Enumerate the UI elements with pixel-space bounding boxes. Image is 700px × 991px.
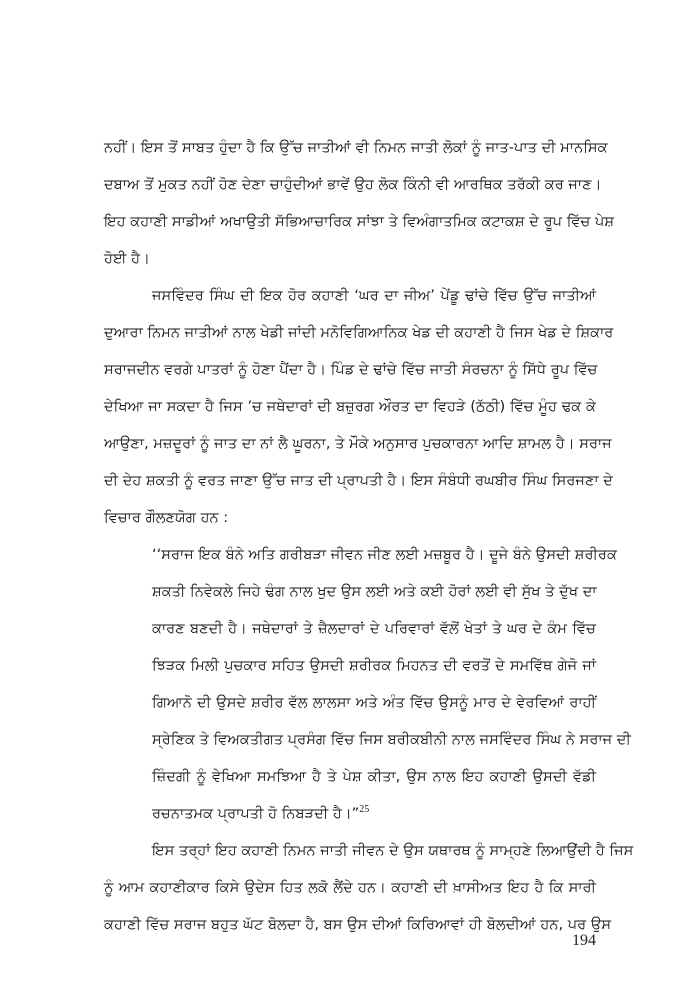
text-line: ਇਹ ਕਹਾਣੀ ਸਾਡੀਆਂ ਅਖਾਉਤੀ ਸੱਭਿਆਚਾਰਿਕ ਸਾਂਝਾ ਤੇ ਵਿਅੰਗਾਤਮਿਕ ਕਟਾਕਸ਼ ਦੇ ਰੂਪ ਵਿੱਚ ਪੇਸ਼ <box>104 213 615 230</box>
text-line: ਸਰਾਜਦੀਨ ਵਰਗੇ ਪਾਤਰਾਂ ਨੂੰ ਹੋਣਾ ਪੈਂਦਾ ਹੈ। ਪਿੰਡ ਦੇ ਢਾਂਚੇ ਵਿੱਚ ਜਾਤੀ ਸੰਰਚਨਾ ਨੂੰ ਸਿੱਧੇ ਰੂਪ ਵਿੱਚ <box>104 361 598 378</box>
quote-line: ‘‘ਸਰਾਜ ਇਕ ਬੰਨੇ ਅਤਿ ਗਰੀਬੜਾ ਜੀਵਨ ਜੀਣ ਲਈ ਮਜ਼ਬੂਰ ਹੈ। ਦੂਜੇ ਬੰਨੇ ਉਸਦੀ ਸ਼ਰੀਰਕ <box>152 546 617 563</box>
paragraph-first-line: ਇਸ ਤਰ੍ਹਾਂ ਇਹ ਕਹਾਣੀ ਨਿਮਨ ਜਾਤੀ ਜੀਵਨ ਦੇ ਉਸ ਯਥਾਰਥ ਨੂੰ ਸਾਮ੍ਹਣੇ ਲਿਆਉਂਦੀ ਹੈ ਜਿਸ <box>152 842 634 859</box>
quote-line-last <box>152 802 596 839</box>
quote-line: ਝਿੜਕ ਮਿਲੀ ਪੁਚਕਾਰ ਸਹਿਤ ਉਸਦੀ ਸ਼ਰੀਰਕ ਮਿਹਨਤ ਦੀ ਵਰਤੋਂ ਦੇ ਸਮਵਿੱਥ ਗੇਜੋ ਜਾਂ <box>152 657 596 674</box>
quote-line: ਗਿਆਨੋ ਦੀ ਉਸਦੇ ਸ਼ਰੀਰ ਵੱਲ ਲਾਲਸਾ ਅਤੇ ਅੰਤ ਵਿੱਚ ਉਸਨੂੰ ਮਾਰ ਦੇ ਵੇਰਵਿਆਂ ਰਾਹੀਂ <box>152 694 596 711</box>
quote-text: ਰਚਨਾਤਮਕ ਪ੍ਰਾਪਤੀ ਹੋ ਨਿਬੜਦੀ ਹੈ।” <box>152 805 360 822</box>
text-line: ਆਉਣਾ, ਮਜ਼ਦੂਰਾਂ ਨੂੰ ਜਾਤ ਦਾ ਨਾਂ ਲੈ ਘੂਰਨਾ, ਤੇ ਮੌਕੇ ਅਨੁਸਾਰ ਪੁਚਕਾਰਨਾ ਆਦਿ ਸ਼ਾਮਲ ਹੈ। ਸਰਾਜ <box>104 435 612 452</box>
text-line: ਕਹਾਣੀ ਵਿੱਚ ਸਰਾਜ ਬਹੁਤ ਘੱਟ ਬੋਲਦਾ ਹੈ, ਬਸ ਉਸ ਦੀਆਂ ਕਿਰਿਆਵਾਂ ਹੀ ਬੋਲਦੀਆਂ ਹਨ, ਪਰ ਉਸ <box>104 916 612 933</box>
text-line: ਦੇਖਿਆ ਜਾ ਸਕਦਾ ਹੈ ਜਿਸ ’ਚ ਜਥੇਦਾਰਾਂ ਦੀ ਬਜ਼ੁਰਗ ਔਰਤ ਦਾ ਵਿਹੜੇ (ਠੱਠੀ) ਵਿੱਚ ਮੂੰਹ ਢਕ ਕੇ <box>104 398 596 415</box>
quote-line: ਸ਼ਕਤੀ ਨਿਵੇਕਲੇ ਜਿਹੇ ਢੰਗ ਨਾਲ ਖੁਦ ਉਸ ਲਈ ਅਤੇ ਕਈ ਹੋਰਾਂ ਲਈ ਵੀ ਸੁੱਖ ਤੇ ਦੁੱਖ ਦਾ <box>152 583 597 600</box>
footnote-marker[interactable]: 25 <box>359 804 370 816</box>
text-line: ਦੀ ਦੇਹ ਸ਼ਕਤੀ ਨੂੰ ਵਰਤ ਜਾਣਾ ਉੱਚ ਜਾਤ ਦੀ ਪ੍ਰਾਪਤੀ ਹੈ। ਇਸ ਸੰਬੰਧੀ ਰਘਬੀਰ ਸਿੰਘ ਸਿਰਜਣਾ ਦੇ <box>104 472 613 489</box>
text-line: ਨਹੀਂ। ਇਸ ਤੋਂ ਸਾਬਤ ਹੁੰਦਾ ਹੈ ਕਿ ਉੱਚ ਜਾਤੀਆਂ ਵੀ ਨਿਮਨ ਜਾਤੀ ਲੋਕਾਂ ਨੂੰ ਜਾਤ-ਪਾਤ ਦੀ ਮਾਨਸਿਕ <box>104 139 608 156</box>
text-line: ਦੁਆਰਾ ਨਿਮਨ ਜਾਤੀਆਂ ਨਾਲ ਖੇਡੀ ਜਾਂਦੀ ਮਨੋਵਿਗਿਆਨਿਕ ਖੇਡ ਦੀ ਕਹਾਣੀ ਹੈ ਜਿਸ ਖੇਡ ਦੇ ਸ਼ਿਕਾਰ <box>104 324 614 341</box>
quote-line: ਜ਼ਿੰਦਗੀ ਨੂੰ ਵੇਖਿਆ ਸਮਝਿਆ ਹੈ ਤੇ ਪੇਸ਼ ਕੀਤਾ, ਉਸ ਨਾਲ ਇਹ ਕਹਾਣੀ ਉਸਦੀ ਵੱਡੀ <box>152 768 596 785</box>
quote-line: ਸ੍ਰੇਣਿਕ ਤੇ ਵਿਅਕਤੀਗਤ ਪ੍ਰਸੰਗ ਵਿੱਚ ਜਿਸ ਬਰੀਕਬੀਨੀ ਨਾਲ ਜਸਵਿੰਦਰ ਸਿੰਘ ਨੇ ਸਰਾਜ ਦੀ <box>152 731 631 748</box>
paragraph-first-line: ਜਸਵਿੰਦਰ ਸਿੰਘ ਦੀ ਇਕ ਹੋਰ ਕਹਾਣੀ ‘ਘਰ ਦਾ ਜੀਅ’ ਪੇਂਡੂ ਢਾਂਚੇ ਵਿੱਚ ਉੱਚ ਜਾਤੀਆਂ <box>152 287 596 304</box>
text-line: ਹੋਈ ਹੈ। <box>104 250 150 267</box>
text-line: ਨੂੰ ਆਮ ਕਹਾਣੀਕਾਰ ਕਿਸੇ ਉਦੇਸ ਹਿਤ ਲਕੋ ਲੈਂਦੇ ਹਨ। ਕਹਾਣੀ ਦੀ ਖ਼ਾਸੀਅਤ ਇਹ ਹੈ ਕਿ ਸਾਰੀ <box>104 879 596 896</box>
text-line: ਵਿਚਾਰ ਗੌਲਣਯੋਗ ਹਨ : <box>104 509 229 526</box>
page-number: 194 <box>572 932 596 949</box>
quote-line: ਕਾਰਣ ਬਣਦੀ ਹੈ। ਜਥੇਦਾਰਾਂ ਤੇ ਜ਼ੈਲਦਾਰਾਂ ਦੇ ਪਰਿਵਾਰਾਂ ਵੱਲੋਂ ਖੇਤਾਂ ਤੇ ਘਰ ਦੇ ਕੰਮ ਵਿੱਚ <box>152 620 596 637</box>
text-line: ਦਬਾਅ ਤੋਂ ਮੁਕਤ ਨਹੀਂ ਹੋਣ ਦੇਣਾ ਚਾਹੁੰਦੀਆਂ ਭਾਵੇਂ ਉਹ ਲੋਕ ਕਿੰਨੀ ਵੀ ਆਰਥਿਕ ਤਰੱਕੀ ਕਰ ਜਾਣ। <box>104 176 602 193</box>
